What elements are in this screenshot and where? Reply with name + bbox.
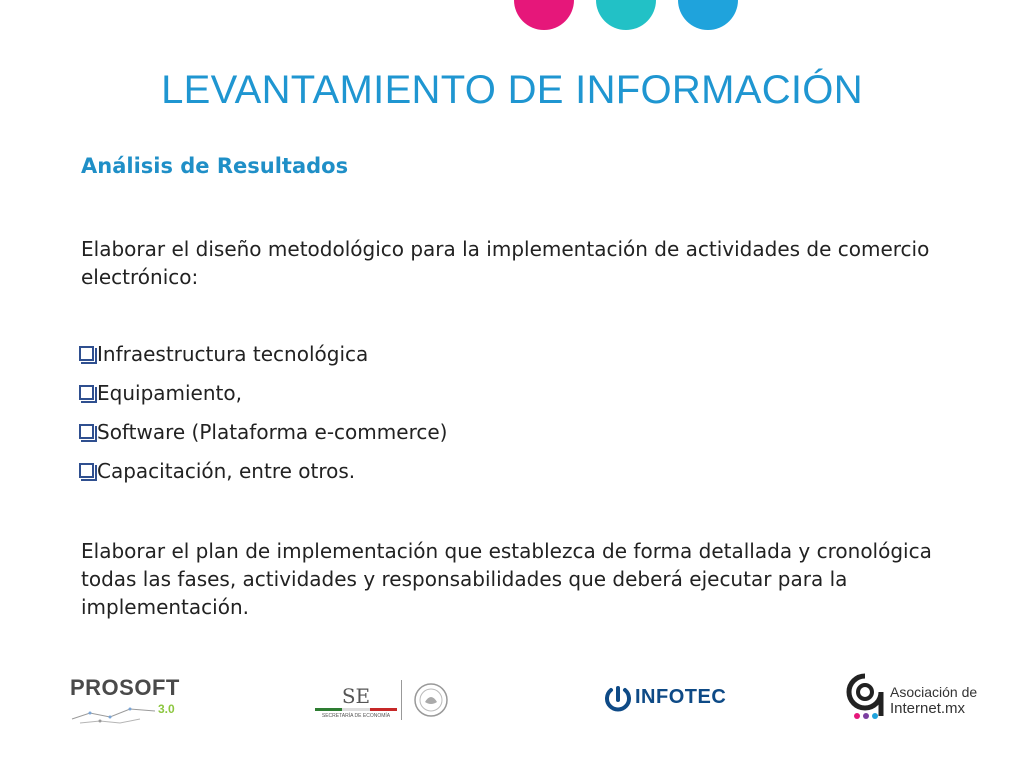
slide-subtitle: Análisis de Resultados [81, 154, 349, 178]
decorative-dot-blue [678, 0, 738, 30]
asociacion-internet-line1: Asociación de [890, 684, 978, 700]
se-flag-stripe-icon [315, 708, 397, 712]
asociacion-internet-symbol-icon [845, 672, 887, 722]
mexico-coat-of-arms-icon [413, 682, 449, 718]
checkbox-bullet-icon [79, 346, 94, 361]
bullet-text: Software (Plataforma e-commerce) [97, 420, 448, 444]
bullet-text: Infraestructura tecnológica [97, 342, 369, 366]
checkbox-bullet-icon [79, 424, 94, 439]
se-logo-text: SE [341, 684, 371, 708]
infotec-logo [605, 682, 735, 722]
prosoft-logo [70, 675, 190, 730]
asociacion-internet-logo [845, 672, 985, 732]
bullet-list [79, 340, 447, 496]
decorative-dot-magenta [514, 0, 574, 30]
paragraph-plan-implementacion: Elaborar el plan de implementación que establezca de forma detallada y cronológica todas las fases, actividades y responsabilidades que deberá ejecutar para la implementación. [81, 539, 932, 619]
bullet-item [79, 340, 447, 379]
infotec-logo-text: INFOTEC [635, 686, 727, 708]
bullet-item [79, 418, 447, 457]
bullet-text: Equipamiento, [97, 381, 242, 405]
infotec-symbol-icon [605, 684, 631, 714]
footer-logos [0, 660, 1024, 740]
bullet-item [79, 379, 447, 418]
bullet-item [79, 457, 447, 496]
se-logo [315, 680, 455, 735]
checkbox-bullet-icon [79, 463, 94, 478]
se-divider [401, 680, 402, 720]
prosoft-logo-version: 3.0 [158, 702, 175, 716]
paragraph-diseno-metodologico: Elaborar el diseño metodológico para la implementación de actividades de comercio electrónico: [81, 237, 930, 289]
slide-title: LEVANTAMIENTO DE INFORMACIÓN [161, 68, 863, 112]
decorative-dot-teal [596, 0, 656, 30]
checkbox-bullet-icon [79, 385, 94, 400]
se-logo-subtitle: SECRETARÍA DE ECONOMÍA [321, 713, 391, 719]
prosoft-logo-text: PROSOFT [70, 675, 180, 700]
circuit-lines-icon [70, 701, 180, 726]
bullet-text: Capacitación, entre otros. [97, 459, 356, 483]
asociacion-internet-line2: Internet.mx [890, 700, 966, 717]
